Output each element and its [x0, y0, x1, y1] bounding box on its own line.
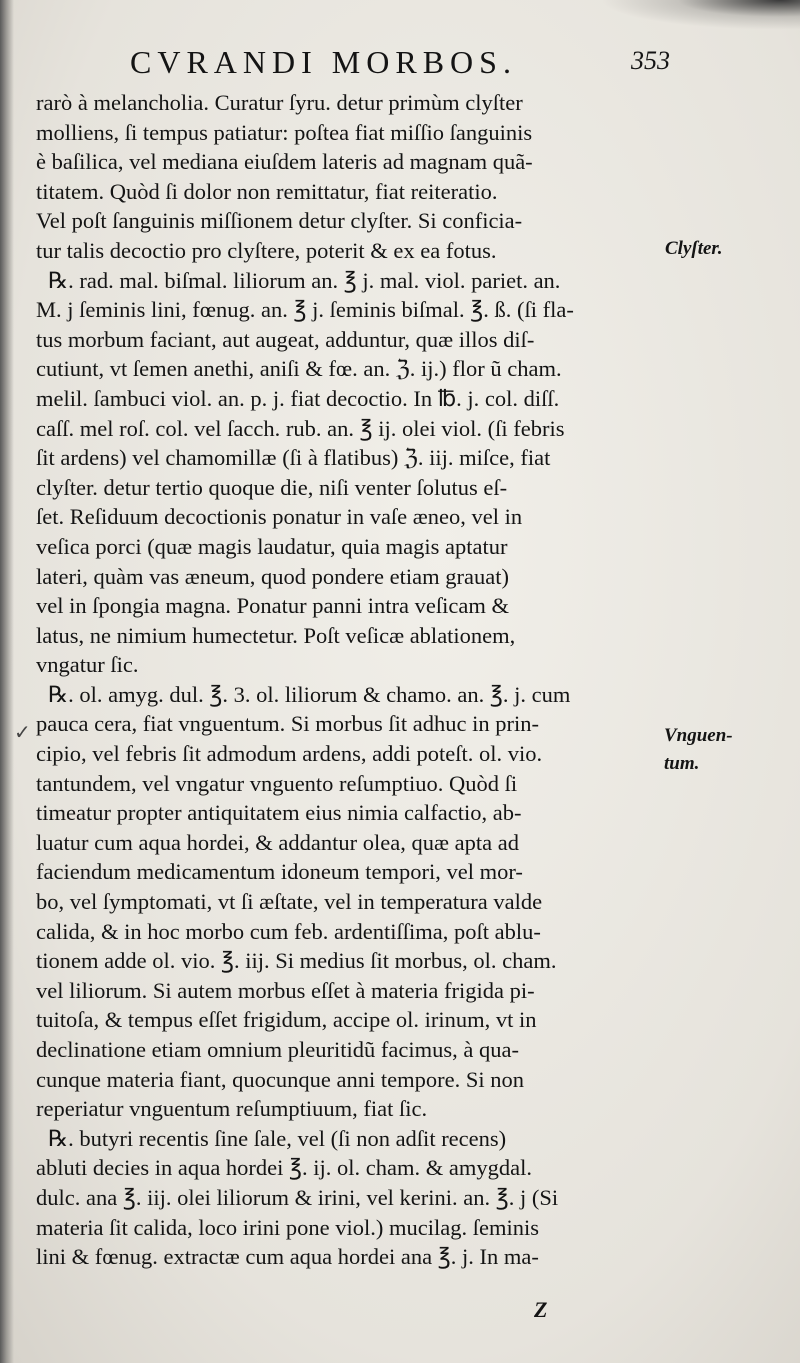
- page-corner-shadow: [600, 0, 800, 30]
- page-number: 353: [631, 46, 670, 75]
- text-line: veſica porci (quæ magis laudatur, quia magis aptatur: [36, 533, 508, 559]
- text-line: abluti decies in aqua hordei ℥. ij. ol. cham. & amygdal.: [36, 1155, 532, 1181]
- marginal-note-clyster: Clyſter.: [665, 238, 723, 259]
- text-line: tur talis decoctio pro clyſtere, poterit & ex ea fotus.: [36, 237, 497, 263]
- text-line: pauca cera, fiat vnguentum. Si morbus ſit adhuc in prin-: [36, 711, 539, 737]
- text-line: latus, ne nimium humectetur. Poſt veſicæ ablationem,: [36, 622, 516, 648]
- text-line: declinatione etiam omnium pleuritidũ facimus, à qua-: [36, 1037, 519, 1062]
- text-line: caſſ. mel roſ. col. vel ſacch. rub. an. ℥ ij. olei viol. (ſi febris: [36, 415, 565, 441]
- text-line: cunque materia fiant, quocunque anni tempore. Si non: [36, 1066, 524, 1092]
- running-title: CVRANDI MORBOS.: [130, 44, 517, 80]
- text-line: è baſilica, vel mediana eiuſdem lateris ad magnam quã-: [36, 149, 533, 175]
- text-line: vel liliorum. Si autem morbus eſſet à materia frigida pi-: [36, 977, 535, 1003]
- text-line: rarò à melancholia. Curatur ſyru. detur primùm clyſter: [36, 90, 523, 115]
- text-line: tuitoſa, & tempus eſſet frigidum, accipe ol. irinum, vt in: [36, 1007, 537, 1033]
- text-line: bo, vel ſymptomati, vt ſi æſtate, vel in temperatura valde: [36, 889, 543, 915]
- text-line: vel in ſpongia magna. Ponatur panni intra veſicam &: [36, 593, 510, 619]
- page-gutter-shadow: [0, 0, 14, 1363]
- catchword: Z: [534, 1297, 548, 1322]
- text-line: ſet. Reſiduum decoctionis ponatur in vaſe æneo, vel in: [36, 504, 523, 530]
- text-line: clyſter. detur tertio quoque die, niſi venter ſolutus eſ-: [36, 474, 508, 500]
- text-line: melil. ſambuci viol. an. p. j. fiat decoctio. In ℔. j. col. diſſ.: [36, 385, 560, 411]
- recipe-line: ℞. butyri recentis ſine ſale, vel (ſi non adſit recens): [48, 1125, 507, 1151]
- pencil-tick-mark: ✓: [14, 720, 31, 744]
- text-line: materia ſit calida, loco irini pone viol.) mucilag. ſeminis: [36, 1214, 539, 1240]
- text-line: reperiatur vnguentum reſumptiuum, fiat ſic.: [36, 1096, 428, 1122]
- recipe-line: ℞. ol. amyg. dul. ℥. 3. ol. liliorum & chamo. an. ℥. j. cum: [48, 681, 571, 707]
- body-text: [36, 88, 656, 1272]
- text-line: faciendum medicamentum idoneum tempori, vel mor-: [36, 859, 523, 885]
- text-line: titatem. Quòd ſi dolor non remittatur, fiat reiteratio.: [36, 178, 498, 204]
- text-line: tantundem, vel vngatur vnguento reſumptiuo. Quòd ſi: [36, 770, 518, 796]
- marginal-note-unguentum: Vnguen- tum.: [664, 725, 733, 774]
- text-line: Vel poſt ſanguinis miſſionem detur clyſter. Si conficia-: [36, 208, 523, 234]
- text-line: cipio, vel febris ſit admodum ardens, addi poteſt. ol. vio.: [36, 741, 543, 767]
- text-line: calida, & in hoc morbo cum feb. ardentiſſima, poſt ablu-: [36, 918, 541, 944]
- text-line: M. j ſeminis lini, fœnug. an. ℥ j. ſeminis biſmal. ℥. ß. (ſi fla-: [36, 297, 574, 323]
- recipe-line: ℞. rad. mal. biſmal. liliorum an. ℥ j. mal. viol. pariet. an.: [48, 267, 561, 293]
- running-header: [40, 44, 670, 84]
- text-line: lini & fœnug. extractæ cum aqua hordei ana ℥. j. In ma-: [36, 1244, 539, 1270]
- text-line: molliens, ſi tempus patiatur: poſtea fiat miſſio ſanguinis: [36, 119, 533, 145]
- text-line: tionem adde ol. vio. ℥. iij. Si medius ſit morbus, ol. cham.: [36, 948, 557, 974]
- text-line: timeatur propter antiquitatem eius nimia calfactio, ab-: [36, 800, 522, 826]
- text-line: ſit ardens) vel chamomillæ (ſi à flatibus) ℨ. iij. miſce, fiat: [36, 445, 551, 471]
- text-line: lateri, quàm vas æneum, quod pondere etiam grauat): [36, 563, 509, 589]
- text-line: cutiunt, vt ſemen anethi, aniſi & fœ. an. ℨ. ij.) flor ũ cham.: [36, 356, 562, 382]
- text-line: vngatur ſic.: [36, 652, 139, 678]
- text-line: dulc. ana ℥. iij. olei liliorum & irini, vel kerini. an. ℥. j (Si: [36, 1184, 559, 1210]
- text-line: luatur cum aqua hordei, & addantur olea, quæ apta ad: [36, 829, 519, 855]
- text-line: tus morbum faciant, aut augeat, adduntur, quæ illos diſ-: [36, 326, 535, 352]
